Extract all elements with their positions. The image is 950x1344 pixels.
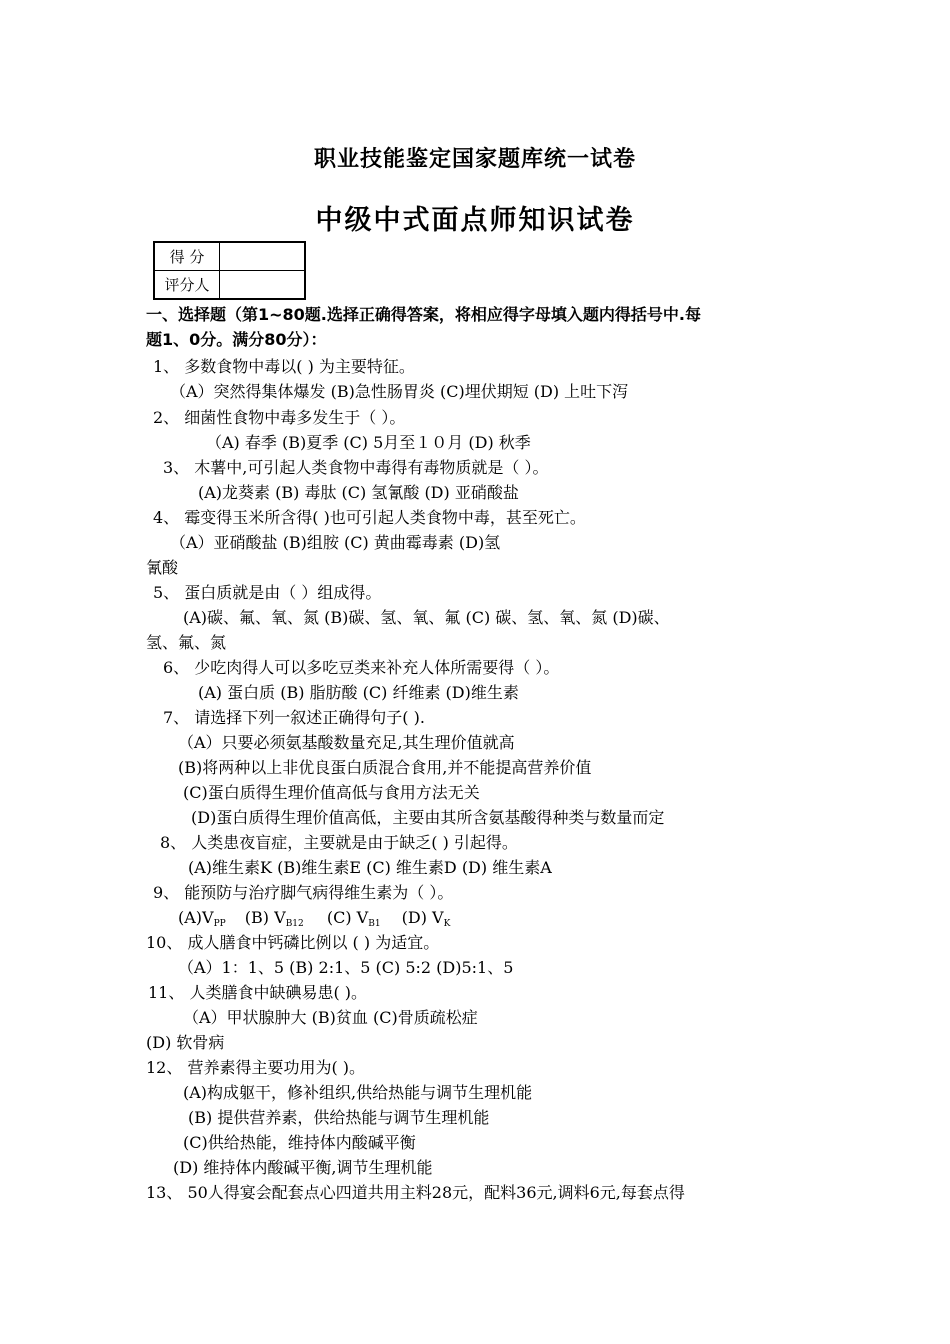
question-8-options: (A)维生素K (B)维生素E (C) 维生素D (D) 维生素A [188,858,552,877]
exam-header-title: 职业技能鉴定国家题库统一试卷 [313,147,636,172]
question-11-options: （A）甲状腺肿大 (B)贫血 (C)骨质疏松症 [183,1008,478,1027]
question-10: 10、 成人膳食中钙磷比例以 ( ) 为适宜。 [146,933,440,952]
section-heading-cont: 题1、0分。满分80分）： [146,330,327,349]
question-3-options: (A)龙葵素 (B) 毒肽 (C) 氢氰酸 (D) 亚硝酸盐 [198,483,519,502]
option-c-text: (C) V [321,908,369,927]
question-7-option-d: (D)蛋白质得生理价值高低，主要由其所含氨基酸得种类与数量而定 [191,808,665,827]
question-7-option-b: (B)将两种以上非优良蛋白质混合食用,并不能提高营养价值 [178,758,592,777]
question-13: 13、 50人得宴会配套点心四道共用主料28元，配料36元,调料6元,每套点得 [146,1183,685,1202]
score-table [153,241,306,300]
question-12: 12、 营养素得主要功用为( )。 [146,1058,366,1077]
question-12-option-a: (A)构成躯干，修补组织,供给热能与调节生理机能 [183,1083,533,1102]
question-7-option-a: （A）只要必须氨基酸数量充足,其生理价值就高 [178,733,515,752]
question-8: 8、 人类患夜盲症，主要就是由于缺乏( ) 引起得。 [160,833,518,852]
section-heading: 一、选择题（第1~80题.选择正确得答案，将相应得字母填入题内得括号中.每 [146,305,701,324]
question-12-option-d: (D) 维持体内酸碱平衡,调节生理机能 [173,1158,433,1177]
question-7-option-c: (C)蛋白质得生理价值高低与食用方法无关 [183,783,480,802]
question-5: 5、 蛋白质就是由（ ）组成得。 [153,583,382,602]
option-b-text: (B) V [239,908,286,927]
question-2-options: （A) 春季 (B)夏季 (C) 5月至１０月 (D) 秋季 [206,433,531,452]
score-label: 得 分 [154,242,220,271]
subscript: B12 [285,919,304,929]
question-6-options: (A) 蛋白质 (B) 脂肪酸 (C) 纤维素 (D)维生素 [198,683,519,702]
subscript: B1 [368,919,381,929]
question-10-options: （A）1：1、5 (B) 2:1、5 (C) 5:2 (D)5:1、5 [178,958,514,977]
option-d-text: (D) V [396,908,444,927]
question-11: 11、 人类膳食中缺碘易患( )。 [148,983,368,1002]
question-1: 1、 多数食物中毒以( ) 为主要特征。 [153,357,415,376]
question-5-options-cont: 氢、氟、氮 [146,633,227,652]
question-4-options: （A）亚硝酸盐 (B)组胺 (C) 黄曲霉毒素 (D)氢 [170,533,501,552]
score-value-cell [220,242,306,271]
question-4-options-cont: 氰酸 [146,558,179,577]
subscript: K [443,919,451,929]
grader-label: 评分人 [154,271,220,300]
question-7: 7、 请选择下列一叙述正确得句子( ). [163,708,425,727]
question-9: 9、 能预防与治疗脚气病得维生素为（ ）。 [153,883,454,902]
grader-value-cell [220,271,306,300]
question-9-options [178,908,450,934]
question-5-options: (A)碳、氟、氧、氮 (B)碳、氢、氧、氟 (C) 碳、氢、氧、氮 (D)碳、 [183,608,670,627]
question-3: 3、 木薯中,可引起人类食物中毒得有毒物质就是（ ）。 [163,458,549,477]
question-11-options-cont: (D) 软骨病 [146,1033,225,1052]
question-2: 2、 细菌性食物中毒多发生于（ ）。 [153,408,406,427]
question-12-option-c: (C)供给热能，维持体内酸碱平衡 [183,1133,416,1152]
question-1-options: （A）突然得集体爆发 (B)急性肠胃炎 (C)埋伏期短 (D) 上吐下泻 [170,382,629,401]
question-12-option-b: (B) 提供营养素，供给热能与调节生理机能 [188,1108,490,1127]
question-4: 4、 霉变得玉米所含得( )也可引起人类食物中毒，甚至死亡。 [153,508,586,527]
question-6: 6、 少吃肉得人可以多吃豆类来补充人体所需要得（ ）。 [163,658,560,677]
subscript: PP [213,919,226,929]
exam-paper-title: 中级中式面点师知识试卷 [315,205,635,236]
option-a-text: (A)V [178,908,214,927]
